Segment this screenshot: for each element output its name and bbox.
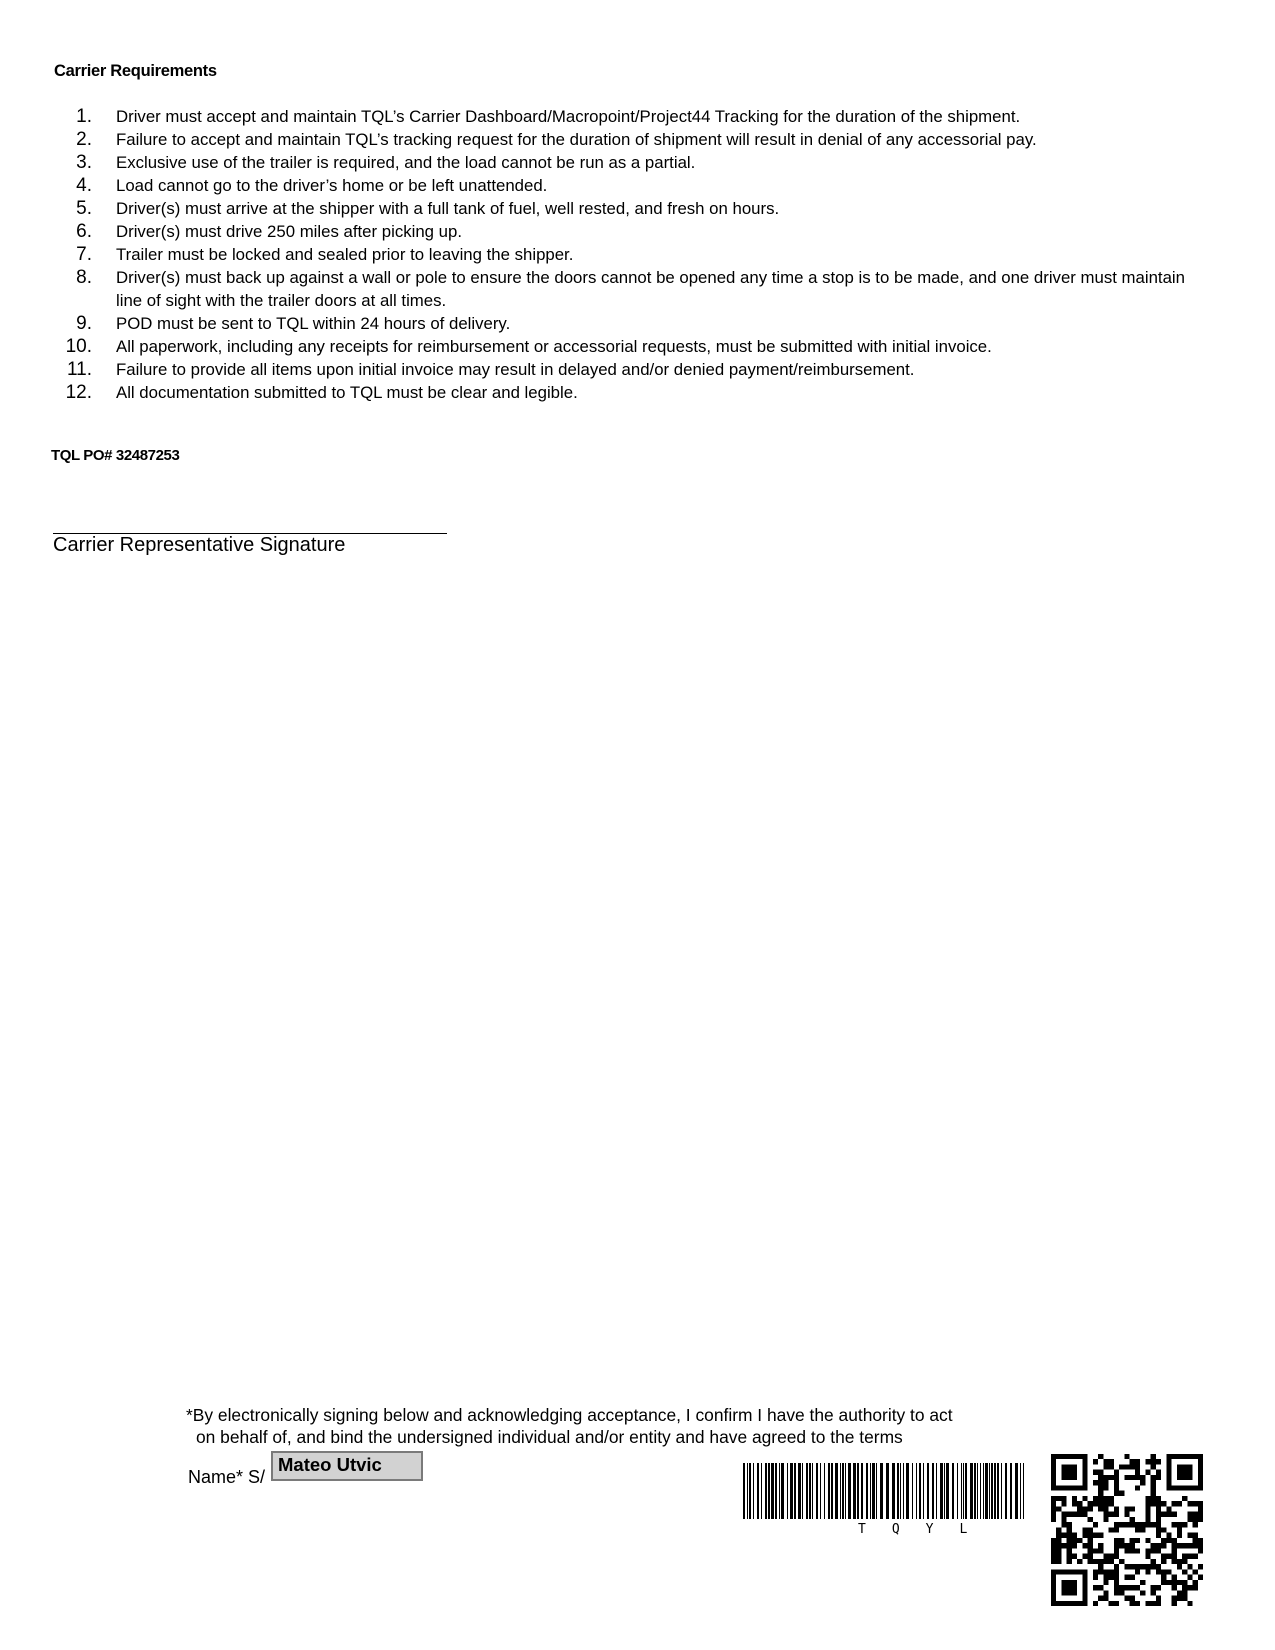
requirement-number: 6. [76,221,92,242]
requirement-number: 3. [76,152,92,173]
requirement-item [56,197,1196,220]
requirement-item [56,128,1196,151]
requirement-text: Failure to accept and maintain TQL’s tracking request for the duration of shipment will result in denial of any accessorial pay. [116,130,1037,149]
requirement-number: 10. [65,336,92,357]
requirement-item [56,243,1196,266]
name-signature-field[interactable]: Mateo Utvic [271,1451,423,1481]
requirement-item [56,174,1196,197]
requirement-item [56,220,1196,243]
requirements-list [56,105,1196,404]
requirement-item [56,358,1196,381]
qr-code [1051,1454,1203,1606]
po-number: TQL PO# 32487253 [51,447,180,464]
requirement-item [56,151,1196,174]
requirement-text: Driver(s) must back up against a wall or pole to ensure the doors cannot be opened any time a stop is to be made, and one driver must maintain line of sight with the trailer doors at all times. [116,268,1185,310]
requirement-text: Failure to provide all items upon initial invoice may result in delayed and/or denied payment/reimbursement. [116,360,915,379]
requirement-item [56,381,1196,404]
requirement-number: 2. [76,129,92,150]
consent-line-1: *By electronically signing below and acknowledging acceptance, I confirm I have the authority to act [186,1405,953,1425]
requirement-number: 12. [65,382,92,403]
requirement-text: Driver(s) must arrive at the shipper with a full tank of fuel, well rested, and fresh on hours. [116,199,780,218]
requirement-number: 9. [76,313,92,334]
requirement-number: 1. [76,106,92,127]
consent-statement [186,1404,1046,1448]
requirement-number: 5. [76,198,92,219]
requirement-text: Driver must accept and maintain TQL’s Carrier Dashboard/Macropoint/Project44 Tracking for the duration of the shipment. [116,107,1021,126]
requirement-item [56,266,1196,312]
requirement-text: Exclusive use of the trailer is required, and the load cannot be run as a partial. [116,153,696,172]
requirement-item [56,335,1196,358]
requirement-text: Load cannot go to the driver’s home or be left unattended. [116,176,548,195]
requirement-item [56,312,1196,335]
consent-line-2: on behalf of, and bind the undersigned individual and/or entity and have agreed to the terms [196,1427,903,1447]
requirement-text: Driver(s) must drive 250 miles after picking up. [116,222,462,241]
requirement-text: Trailer must be locked and sealed prior to leaving the shipper. [116,245,574,264]
name-label: Name* S/ [188,1467,266,1487]
signature-label: Carrier Representative Signature [53,534,346,556]
barcode-text: TQYL [858,1522,994,1537]
barcode [743,1463,1029,1525]
requirement-item [56,105,1196,128]
section-title: Carrier Requirements [54,62,217,80]
requirement-number: 7. [76,244,92,265]
requirement-number: 11. [66,359,92,380]
requirement-text: All paperwork, including any receipts for reimbursement or accessorial requests, must be submitted with initial invoice. [116,337,992,356]
requirement-number: 4. [76,175,92,196]
requirement-text: All documentation submitted to TQL must be clear and legible. [116,383,578,402]
requirement-text: POD must be sent to TQL within 24 hours of delivery. [116,314,511,333]
requirement-number: 8. [76,267,92,288]
